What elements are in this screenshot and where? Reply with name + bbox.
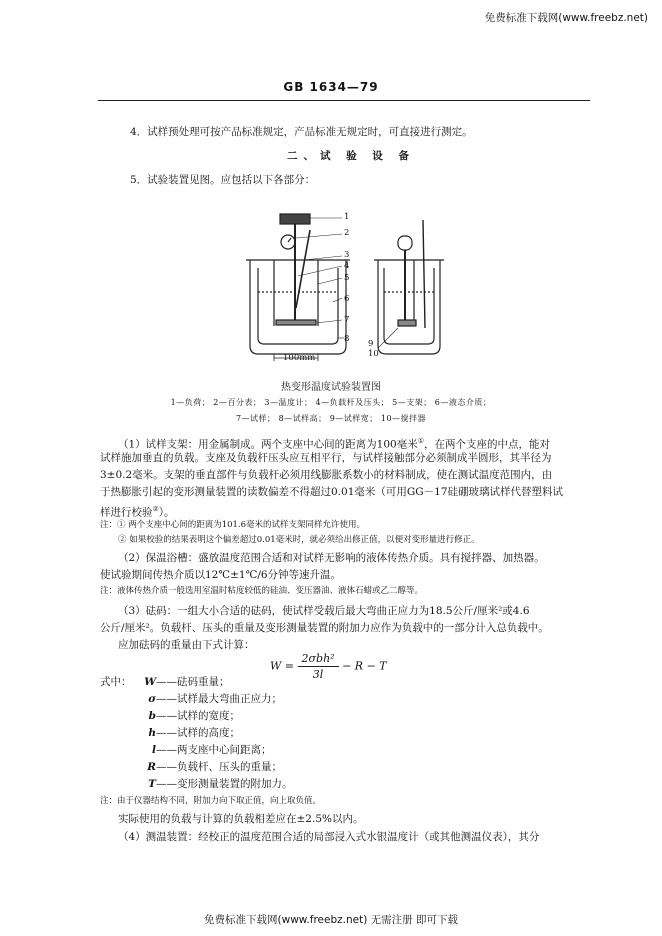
note-1-2: ② 如果校验的结果表明这个偏差超过0.01毫米时，就必须给出修正值，以便对变形量进行修正。 xyxy=(118,535,480,545)
item-3-line-2: 公斤/厘米²。负载杆、压头的重量及变形测量装置的附加力应作为负载中的一部分计入总负载中。 xyxy=(100,622,549,634)
tank-outer-right xyxy=(378,260,440,354)
dial-gauge-side xyxy=(398,236,412,250)
figure-label-7: 7 xyxy=(344,315,350,325)
figure-label-4: 4 xyxy=(344,261,350,271)
definition-row: σ——试样最大弯曲正应力； xyxy=(148,693,282,705)
paragraph-5: 5．试验装置见图。应包括以下各部分： xyxy=(130,174,316,186)
item-1-line-5: 样进行校验②）。 xyxy=(100,505,175,519)
definition-row: b——试样的宽度； xyxy=(148,710,240,722)
item-1-line-4: 于热膨胀引起的变形测量装置的读数偏差不得超过0.01毫米（可用GG－17硅硼玻璃试样代替塑料试 xyxy=(100,486,564,498)
formula-fraction: $\frac{\text{2σbh²}}{3l}$ xyxy=(298,652,339,681)
figure-label-6: 6 xyxy=(344,294,350,304)
figure-legend-line-2: 7—试样； 8—试样高； 9—试样宽； 10—搅拌器 xyxy=(235,414,427,423)
figure-label-1: 1 xyxy=(344,212,350,222)
watermark-top: 免费标准下载网(www.freebz.net) xyxy=(484,12,648,24)
tolerance-line: 实际使用的负载与计算的负载相差应在±2.5%以内。 xyxy=(118,813,364,825)
definition-row: R——负载杆、压头的重量； xyxy=(147,761,282,773)
tank-inner-right xyxy=(384,268,434,344)
item-1-line-1: （1）试样支架：用金属制成。两个支座中心间的距离为100毫米①，在两个支座的中点，能对 xyxy=(118,437,551,451)
item-1-line-3: 3±0.2毫米。支架的垂直部件与负载杆必须用线膨胀系数小的材料制成，使在测试温度范围内，由 xyxy=(100,469,553,481)
item-4-line-1: （4）测温装置：经校正的温度范围合适的局部浸入式水银温度计（或其他测温仪表），其分 xyxy=(118,831,540,843)
paragraph-4: 4．试样预处理可按产品标准规定，产品标准无规定时，可直接进行测定。 xyxy=(130,126,473,138)
tank-outer-left xyxy=(250,260,346,354)
figure-label-8: 8 xyxy=(344,334,350,344)
note-2: 注：液体传热介质一般选用室温时粘度较低的硅油、变压器油、液体石蜡或乙二醇等。 xyxy=(100,586,424,596)
figure-label-5: 5 xyxy=(344,273,350,283)
section-title-equipment: 二、试 验 设 备 xyxy=(287,150,415,162)
footnote-ref-1: ① xyxy=(417,437,425,445)
figure-label-2: 2 xyxy=(344,228,350,238)
stirrer xyxy=(423,220,425,328)
specimen xyxy=(276,320,316,325)
figure-caption: 热变形温度试验装置图 xyxy=(281,382,381,393)
item-3-line-3: 应加砝码的重量由下式计算： xyxy=(118,639,255,651)
tank-inner-left xyxy=(258,268,338,344)
weight-formula: W = $\frac{\text{2σbh²}}{3l}$ − R − T xyxy=(270,652,387,681)
note-3: 注：由于仪器结构不同，附加力向下取正值，向上取负值。 xyxy=(100,796,322,806)
header-rule xyxy=(98,100,590,101)
figure-legend-line-1: 1—负荷； 2—百分表； 3—温度计； 4—负载杆及压头； 5—支架； 6—液态介质； xyxy=(170,398,492,407)
item-2-line-2: 使试验期间传热介质以12℃±1℃/6分钟等速升温。 xyxy=(100,569,342,581)
apparatus-figure xyxy=(238,198,448,366)
definition-row: W——砝码重量； xyxy=(144,676,230,688)
load-weight xyxy=(280,214,310,224)
definition-row: h——试样的高度； xyxy=(148,727,240,739)
footnote-ref-2: ② xyxy=(152,505,159,513)
standard-number-header: GB 1634—79 xyxy=(283,80,379,94)
figure-label-9: 9 xyxy=(368,339,374,349)
item-3-line-1: （3）砝码：一组大小合适的砝码，使试样受载后最大弯曲正应力为18.5公斤/厘米²或4.6 xyxy=(118,605,530,617)
definitions-intro: 式中： xyxy=(100,676,132,688)
thermometer xyxy=(296,230,310,308)
item-1-line-2: 试样施加垂直的负载。支座及负载杆压头应互相平行，与试样接触部分必须制成半圆形，其半径为 xyxy=(100,452,552,464)
figure-label-3: 3 xyxy=(344,250,350,260)
definition-row: T——变形测量装置的附加力。 xyxy=(148,778,293,790)
note-1-1: 注：① 两个支座中心间的距离为101.6毫米的试样支架同样允许使用。 xyxy=(100,520,366,530)
definition-row: l——两支座中心间距离； xyxy=(152,744,272,756)
item-2-line-1: （2）保温浴槽：盛放温度范围合适和对试样无影响的液体传热介质。具有搅拌器、加热器。 xyxy=(118,552,545,564)
watermark-bottom: 免费标准下载网(www.freebz.net) 无需注册 即可下载 xyxy=(204,914,458,926)
figure-dimension-label: 100mm xyxy=(283,353,316,363)
figure-label-10: 10 xyxy=(368,349,379,359)
